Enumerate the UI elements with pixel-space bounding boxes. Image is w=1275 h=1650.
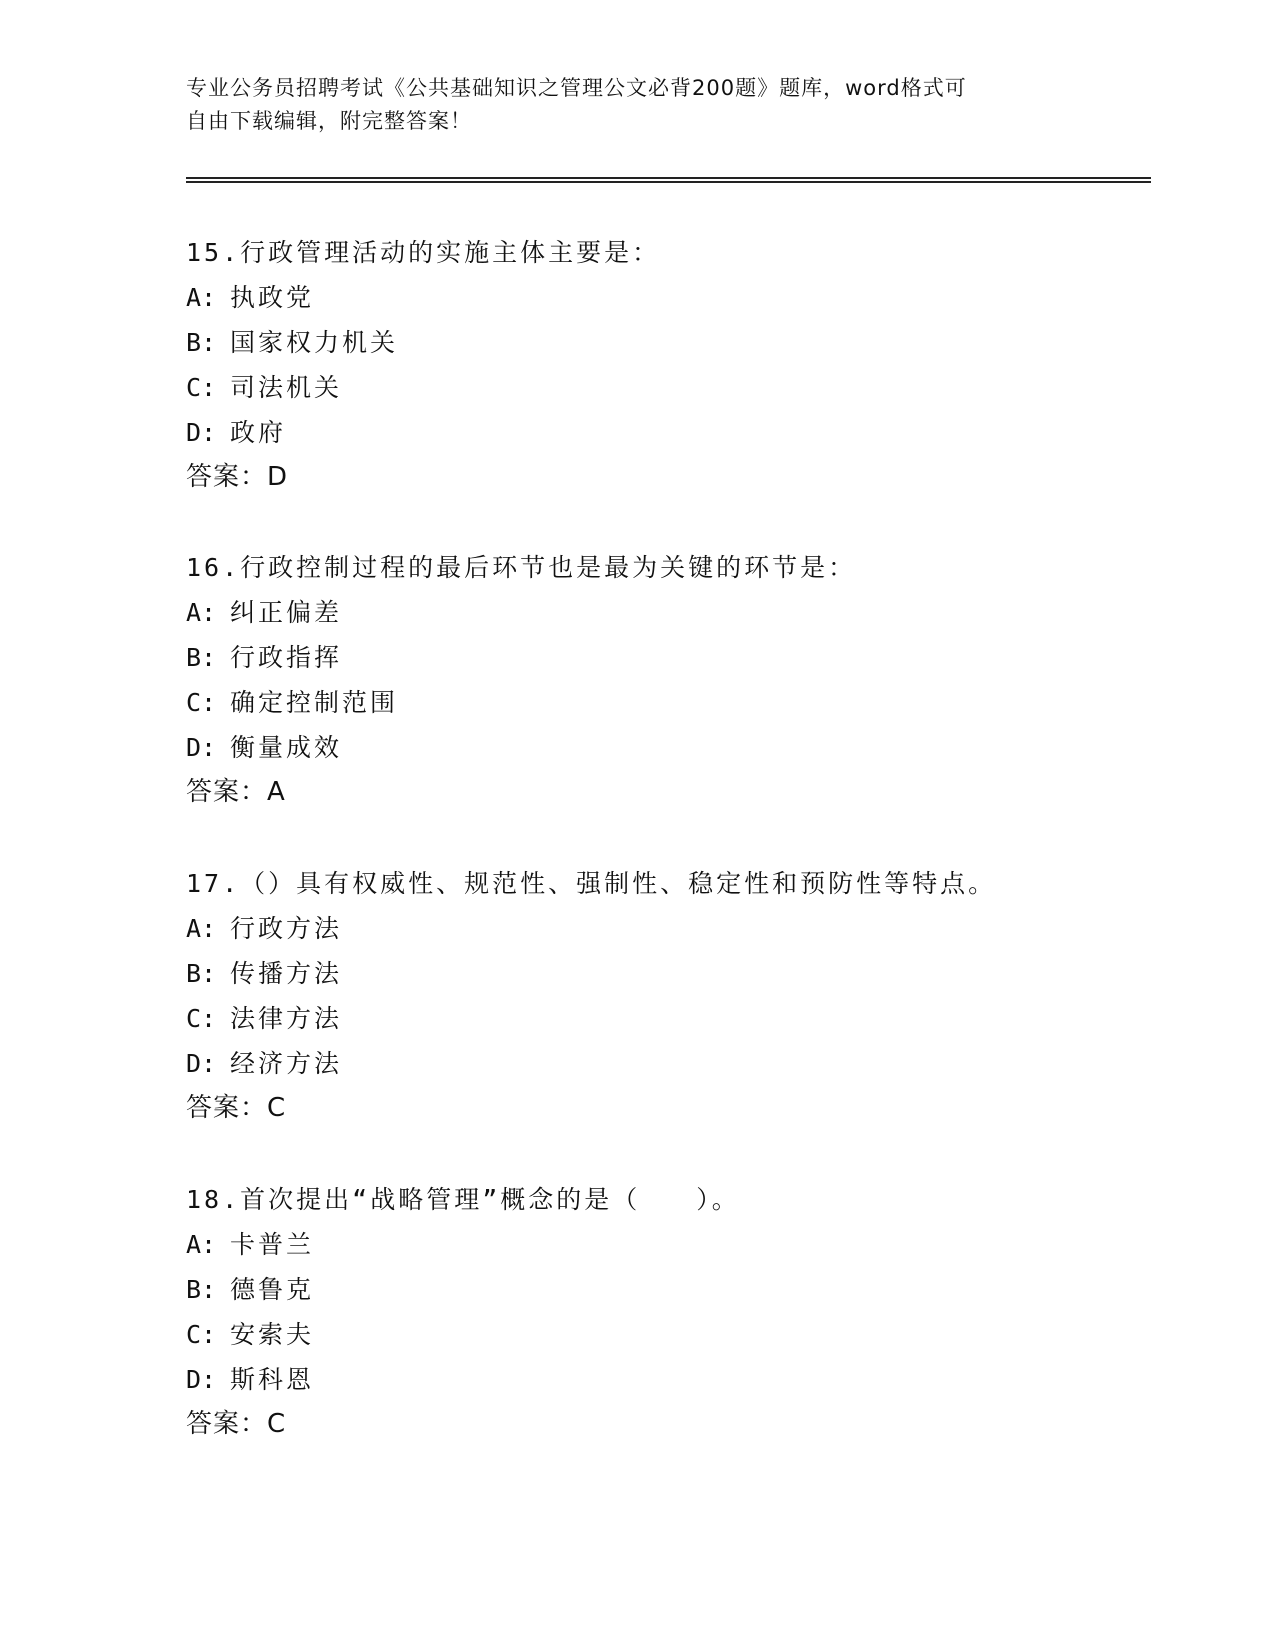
question-15 xyxy=(186,230,1146,500)
option-a xyxy=(186,590,1146,635)
answer-line: 答案：D xyxy=(186,462,289,492)
option-a xyxy=(186,906,1146,951)
option-text: 经济方法 xyxy=(230,1049,343,1078)
option-text: 确定控制范围 xyxy=(230,688,399,717)
question-stem: 16.行政控制过程的最后环节也是最为关键的环节是： xyxy=(186,553,857,582)
option-key: B: xyxy=(186,1275,217,1304)
option-text: 斯科恩 xyxy=(230,1365,315,1394)
option-text: 衡量成效 xyxy=(230,733,343,762)
option-key: A: xyxy=(186,598,217,627)
answer-line: 答案：A xyxy=(186,777,286,807)
option-c xyxy=(186,1312,1146,1357)
option-text: 行政指挥 xyxy=(230,643,343,672)
option-text: 司法机关 xyxy=(230,373,343,402)
option-key: D: xyxy=(186,1049,217,1078)
answer-line: 答案：C xyxy=(186,1409,287,1439)
option-b xyxy=(186,320,1146,365)
question-18 xyxy=(186,1177,1146,1447)
option-d xyxy=(186,410,1146,455)
option-key: C: xyxy=(186,1004,217,1033)
option-key: A: xyxy=(186,1230,217,1259)
option-text: 德鲁克 xyxy=(230,1275,315,1304)
option-text: 国家权力机关 xyxy=(230,328,399,357)
option-key: B: xyxy=(186,643,217,672)
option-text: 政府 xyxy=(230,418,287,447)
option-b xyxy=(186,1267,1146,1312)
option-c xyxy=(186,365,1146,410)
option-key: D: xyxy=(186,1365,217,1394)
question-17 xyxy=(186,861,1146,1131)
option-key: C: xyxy=(186,688,217,717)
option-d xyxy=(186,725,1146,770)
option-b xyxy=(186,951,1146,996)
option-key: D: xyxy=(186,733,217,762)
option-d xyxy=(186,1357,1146,1402)
option-key: D: xyxy=(186,418,217,447)
header-divider xyxy=(186,177,1151,183)
option-key: C: xyxy=(186,373,217,402)
option-text: 纠正偏差 xyxy=(230,598,343,627)
header-line-1: 专业公务员招聘考试《公共基础知识之管理公文必背200题》题库，word格式可 xyxy=(186,76,967,100)
option-c xyxy=(186,680,1146,725)
option-key: A: xyxy=(186,283,217,312)
option-a xyxy=(186,275,1146,320)
question-16 xyxy=(186,545,1146,815)
option-a xyxy=(186,1222,1146,1267)
option-b xyxy=(186,635,1146,680)
question-stem: 17.（）具有权威性、规范性、强制性、稳定性和预防性等特点。 xyxy=(186,869,997,898)
option-key: B: xyxy=(186,959,217,988)
option-text: 安索夫 xyxy=(230,1320,315,1349)
option-text: 传播方法 xyxy=(230,959,343,988)
answer-line: 答案：C xyxy=(186,1093,287,1123)
document-header xyxy=(186,72,1066,138)
option-c xyxy=(186,996,1146,1041)
question-stem: 15.行政管理活动的实施主体主要是： xyxy=(186,238,661,267)
option-text: 执政党 xyxy=(230,283,315,312)
option-key: A: xyxy=(186,914,217,943)
option-key: C: xyxy=(186,1320,217,1349)
question-stem: 18.首次提出“战略管理”概念的是（ ）。 xyxy=(186,1185,740,1214)
option-text: 卡普兰 xyxy=(230,1230,315,1259)
option-key: B: xyxy=(186,328,217,357)
header-line-2: 自由下载编辑，附完整答案！ xyxy=(186,109,472,133)
option-d xyxy=(186,1041,1146,1086)
option-text: 行政方法 xyxy=(230,914,343,943)
option-text: 法律方法 xyxy=(230,1004,343,1033)
